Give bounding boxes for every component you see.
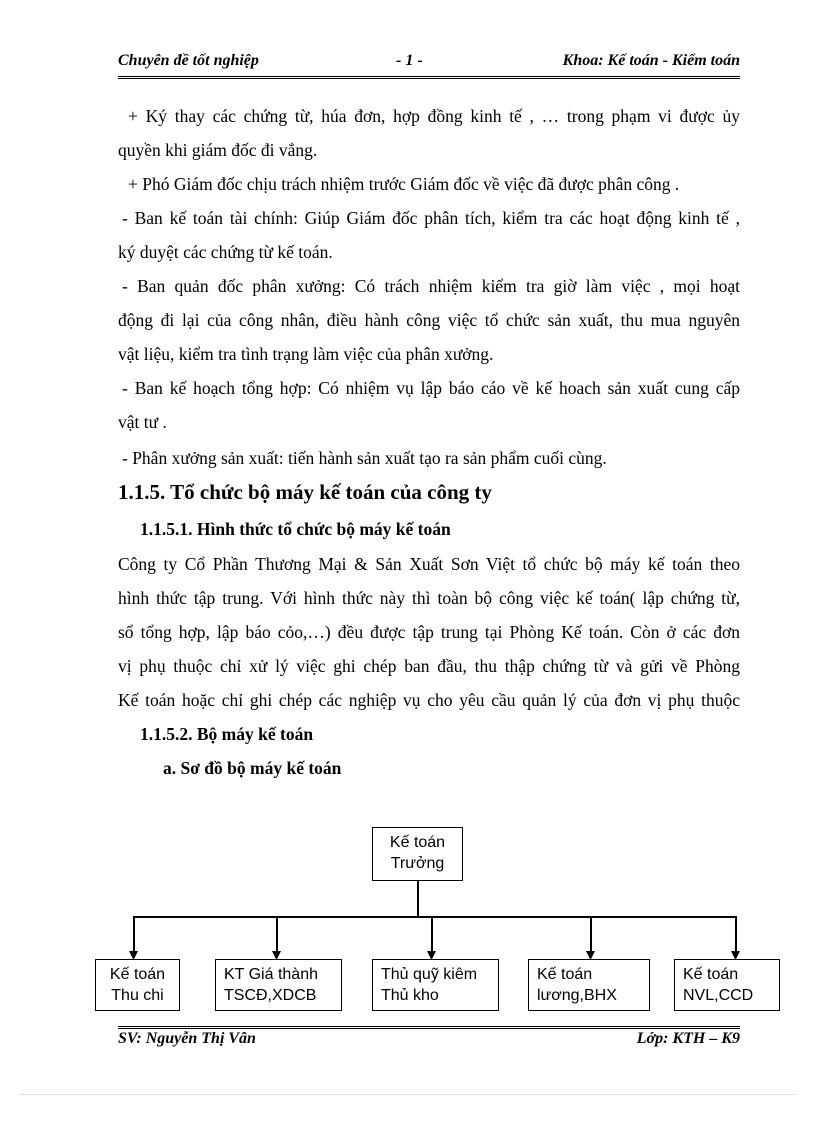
org-node-label: Thu chi: [111, 987, 164, 1004]
para-line: hình thức tập trung. Với hình thức này thì toàn bộ công việc kế toán( lập chứng từ,: [118, 588, 740, 608]
body-line: + Phó Giám đốc chịu trách nhiệm trước Giám đốc về việc đã được phân công .: [128, 174, 680, 194]
org-node-label: KT Giá thành: [224, 966, 318, 983]
footer-student-name: SV: Nguyễn Thị Vân: [118, 1030, 256, 1047]
org-node-label: Kế toán: [537, 966, 593, 983]
header-faculty: Khoa: Kế toán - Kiểm toán: [562, 52, 740, 69]
subsection-heading-1-1-5-2: 1.1.5.2. Bộ máy kế toán: [140, 724, 314, 744]
body-line: vật liệu, kiểm tra tình trạng làm việc của phân xưởng.: [118, 344, 494, 364]
org-node-cash-accountant: [95, 959, 180, 1011]
body-line: - Ban kế toán tài chính: Giúp Giám đốc phân tích, kiểm tra các hoạt động kinh tế ,: [122, 208, 740, 228]
para-line: vị phụ thuộc chỉ xử lý việc ghi chép ban đầu, thu thập chứng từ và gửi về Phòng: [118, 656, 740, 676]
body-line: - Ban quản đốc phân xưởng: Có trách nhiệm kiểm tra giờ làm việc , mọi hoạt: [122, 276, 740, 296]
body-line: vật tư .: [118, 412, 167, 432]
page-footer: [118, 1030, 740, 1054]
para-line: Kế toán hoặc chỉ ghi chép các nghiệp vụ cho yêu cầu quản lý của đơn vị phụ thuộc: [118, 690, 740, 710]
diagram-heading: a. Sơ đồ bộ máy kế toán: [163, 758, 342, 778]
para-line: sổ tổng hợp, lập báo cỏo,…) đều được tập trung tại Phòng Kế toán. Còn ở các đơn: [118, 622, 740, 642]
page-bottom-divider: [20, 1094, 796, 1095]
org-node-treasurer: [372, 959, 499, 1011]
body-line: - Ban kế hoạch tổng hợp: Có nhiệm vụ lập báo cáo về kế hoach sản xuất cung cấp: [122, 378, 740, 398]
org-node-label: Trưởng: [390, 855, 445, 872]
para-line: Công ty Cổ Phần Thương Mại & Sản Xuất Sơn Việt tổ chức bộ máy kế toán theo: [118, 554, 740, 574]
body-line: động đi lại của công nhân, điều hành công việc tổ chức sản xuất, thu mua nguyên: [118, 310, 740, 330]
footer-rule: [118, 1026, 740, 1029]
org-node-payroll-accountant: [528, 959, 650, 1011]
org-node-label: NVL,CCD: [683, 987, 754, 1004]
body-line: ký duyệt các chứng từ kế toán.: [118, 242, 333, 262]
org-node-label: TSCĐ,XDCB: [224, 987, 317, 1004]
org-node-label: lương,BHX: [537, 987, 617, 1004]
org-node-label: Kế toán: [109, 966, 166, 983]
header-page-number: - 1 -: [396, 52, 423, 69]
org-node-cost-accountant: [215, 959, 342, 1011]
org-node-label: Thủ quỹ kiêm: [381, 966, 478, 983]
footer-class: Lớp: KTH – K9: [636, 1030, 740, 1047]
header-thesis-title: Chuyên đề tốt nghiệp: [118, 52, 259, 69]
body-line: - Phân xưởng sản xuất: tiến hành sản xuất tạo ra sản phẩm cuối cùng.: [122, 448, 607, 468]
subsection-heading-1-1-5-1: 1.1.5.1. Hình thức tổ chức bộ máy kế toán: [140, 519, 451, 539]
org-node-label: Kế toán: [389, 834, 446, 851]
org-node-label: Kế toán: [683, 966, 739, 983]
body-line: + Ký thay các chứng từ, húa đơn, hợp đồng kinh tế , … trong phạm vi được ủy: [128, 106, 740, 126]
org-node-label: Thủ kho: [381, 987, 439, 1004]
body-line: quyền khi giám đốc đi vắng.: [118, 140, 318, 160]
section-heading-1-1-5: 1.1.5. Tổ chức bộ máy kế toán của công ty: [118, 480, 492, 504]
org-node-materials-accountant: [674, 959, 780, 1011]
